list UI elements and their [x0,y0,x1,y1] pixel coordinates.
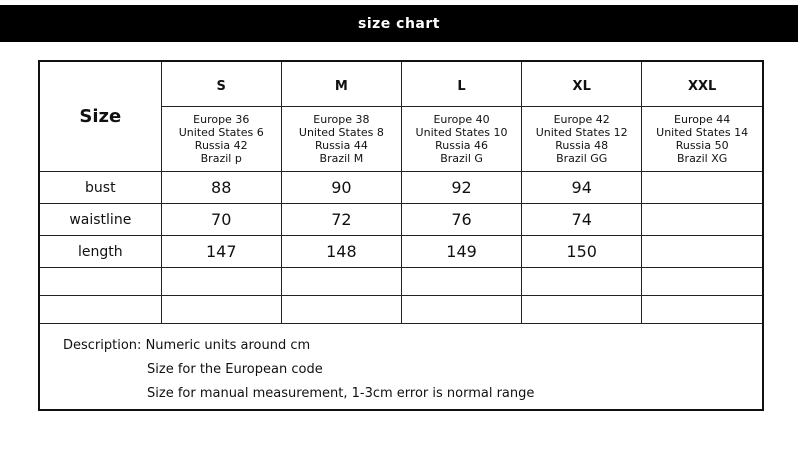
size-chart [38,60,764,411]
description-text: Numeric units around cm [145,338,311,353]
page-title: size chart [358,15,440,32]
size-letter: XXL [687,78,717,94]
empty-cell [642,296,762,324]
size-codes-cell [401,107,521,172]
code-us: United States 10 [415,126,508,139]
empty-cell [401,296,521,324]
code-russia: Russia 46 [435,139,488,152]
size-letter-row [40,62,762,107]
measurement-value: 72 [281,204,401,236]
measurement-value [642,236,762,268]
measurement-value [642,204,762,236]
measurement-value: 90 [281,172,401,204]
code-us: United States 12 [535,126,628,139]
measurement-row-length [40,236,762,268]
empty-row [40,296,762,324]
size-header-cell [40,62,161,172]
empty-cell [161,296,281,324]
empty-cell [161,268,281,296]
code-us: United States 14 [656,126,749,139]
header-bar [0,5,798,42]
empty-cell [522,296,642,324]
code-russia: Russia 50 [675,139,729,152]
measurement-value: 94 [522,172,642,204]
description-label: Description: [63,338,142,353]
measurement-value: 92 [401,172,521,204]
measurement-value [642,172,762,204]
empty-row [40,268,762,296]
code-us: United States 6 [178,126,264,139]
empty-cell [642,268,762,296]
code-brazil: Brazil GG [556,152,608,165]
empty-cell [281,296,401,324]
empty-cell [281,268,401,296]
code-russia: Russia 48 [555,139,609,152]
size-letter-cell [522,62,642,107]
size-codes-cell [522,107,642,172]
code-europe: Europe 42 [553,113,610,126]
measurement-label: waistline [40,204,161,236]
size-letter-cell [281,62,401,107]
measurement-value: 148 [281,236,401,268]
measurement-value: 149 [401,236,521,268]
empty-cell [40,268,161,296]
code-us: United States 8 [298,126,384,139]
measurement-row-waistline [40,204,762,236]
code-brazil: Brazil M [319,152,364,165]
empty-cell [40,296,161,324]
size-codes-cell [161,107,281,172]
size-title: Size [79,106,122,127]
code-russia: Russia 44 [314,139,368,152]
description-line [63,334,743,358]
size-letter: XL [572,78,591,94]
code-europe: Europe 38 [313,113,370,126]
empty-cell [522,268,642,296]
code-brazil: Brazil p [200,152,242,165]
code-brazil: Brazil G [440,152,483,165]
code-europe: Europe 40 [433,113,490,126]
code-europe: Europe 44 [674,113,731,126]
description-block [63,334,743,406]
measurement-value: 147 [161,236,281,268]
measurement-value: 74 [522,204,642,236]
code-brazil: Brazil XG [677,152,728,165]
size-letter-cell [401,62,521,107]
size-letter-cell [161,62,281,107]
measurement-label: length [40,236,161,268]
measurement-value: 88 [161,172,281,204]
size-codes-cell [281,107,401,172]
size-letter: M [334,78,348,94]
size-letter: S [216,78,226,94]
measurement-row-bust [40,172,762,204]
description-line: Size for the European code [147,362,323,377]
size-table [40,62,762,324]
size-letter-cell [642,62,762,107]
measurement-label: bust [40,172,161,204]
code-europe: Europe 36 [193,113,250,126]
size-letter: L [457,78,466,94]
description-line: Size for manual measurement, 1-3cm error is normal range [147,386,535,401]
measurement-value: 150 [522,236,642,268]
measurement-value: 76 [401,204,521,236]
empty-cell [401,268,521,296]
measurement-value: 70 [161,204,281,236]
code-russia: Russia 42 [194,139,248,152]
size-codes-cell [642,107,762,172]
